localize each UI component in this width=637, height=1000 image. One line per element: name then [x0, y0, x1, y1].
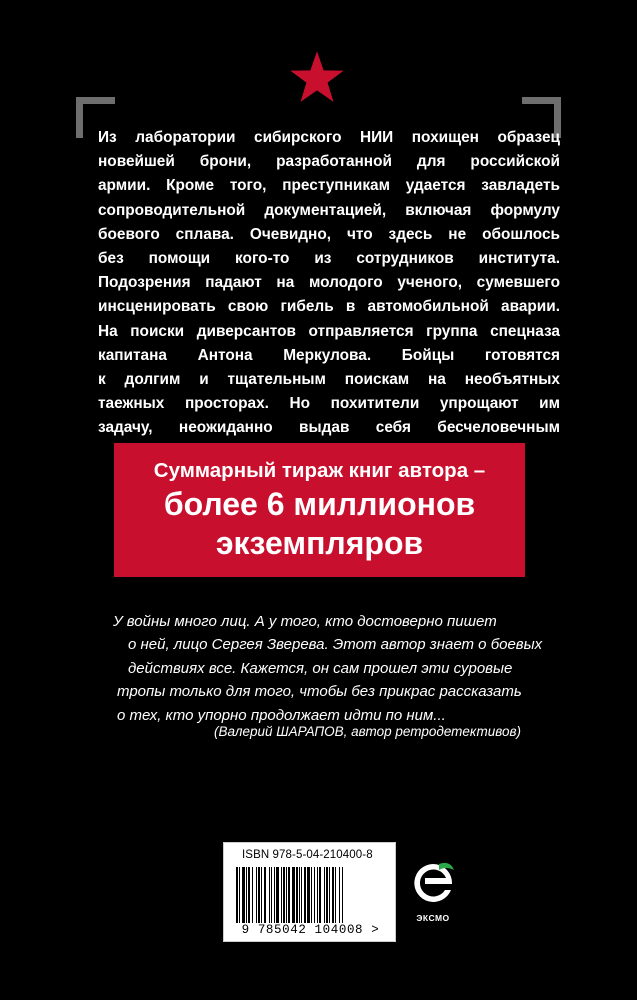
barcode-bar — [292, 867, 295, 923]
barcode-bar — [296, 867, 298, 923]
barcode-bar — [239, 867, 240, 923]
barcode-bar — [301, 867, 302, 923]
barcode-bar — [283, 867, 285, 923]
annotation-line: сопроводительной документацией, включая формулу — [98, 201, 560, 219]
barcode-bar — [311, 867, 312, 923]
barcode-bar — [317, 867, 318, 923]
annotation-line: боевого сплава. Очевидно, что здесь не обошлось — [98, 225, 560, 243]
quote-line: о ней, лицо Сергея Зверева. Этот автор знает о боевых — [128, 636, 543, 654]
barcode-bar — [261, 867, 262, 923]
barcode-bars — [236, 867, 383, 923]
quote-attribution: (Валерий ШАРАПОВ, автор ретродетективов) — [214, 724, 522, 739]
barcode-bar — [274, 867, 275, 923]
barcode-bar — [252, 867, 253, 923]
barcode-bar — [329, 867, 330, 923]
banner-line-1: Суммарный тираж книг автора – — [153, 459, 486, 482]
banner-line-3: экземпляров — [215, 525, 424, 561]
barcode-bar — [258, 867, 260, 923]
barcode-bar — [332, 867, 334, 923]
barcode-bar — [271, 867, 272, 923]
red-star-icon — [289, 50, 345, 104]
barcode-bar — [242, 867, 245, 923]
quote-line: тропы только для того, чтобы без прикрас рассказать — [117, 683, 522, 701]
barcode-bar — [248, 867, 250, 923]
annotation-line: к долгим и тщательным поискам на необъятных — [98, 371, 560, 389]
barcode-bar — [276, 867, 279, 923]
review-quote — [113, 610, 543, 727]
annotation-line: армии. Кроме того, преступникам удается завладеть — [98, 177, 560, 195]
annotation-line: инсценировать свою гибель в автомобильной аварии. — [98, 298, 560, 316]
barcode-bar — [236, 867, 238, 923]
barcode-digits: 9 785042 104008 > — [241, 923, 380, 937]
annotation-line: новейшей брони, разработанной для российской — [98, 153, 560, 171]
quote-line: о тех, кто упорно продолжает идти по ним... — [117, 706, 446, 724]
barcode-bar — [326, 867, 328, 923]
barcode-bar — [314, 867, 315, 923]
barcode-bar — [324, 867, 325, 923]
barcode-bar — [256, 867, 257, 923]
barcode-bar — [286, 867, 287, 923]
annotation-line: капитана Антона Меркулова. Бойцы готовятся — [98, 346, 560, 364]
eksmo-logo-icon — [408, 858, 458, 910]
annotation-line: На поиски диверсантов отправляется группа спецназа — [98, 322, 560, 340]
isbn-text: ISBN 978-5-04-210400-8 — [242, 849, 373, 861]
isbn-barcode — [223, 842, 396, 942]
barcode-bar — [299, 867, 300, 923]
quote-line: действиях все. Кажется, он сам прошел эти суровые — [128, 659, 513, 677]
barcode-bar — [335, 867, 336, 923]
book-annotation — [98, 126, 560, 465]
barcode-bar — [264, 867, 266, 923]
annotation-line: Подозрения падают на молодого ученого, сумевшего — [98, 274, 560, 292]
banner-line-2: более 6 миллионов — [163, 486, 476, 522]
barcode-bar — [269, 867, 270, 923]
barcode-bar — [288, 867, 290, 923]
annotation-line: без помощи кого-то из сотрудников института. — [98, 250, 560, 268]
circulation-banner — [114, 443, 525, 577]
publisher-name: ЭКСМО — [416, 913, 450, 923]
barcode-bar — [304, 867, 306, 923]
barcode-bar — [307, 867, 310, 923]
quote-line: У войны много лиц. А у того, кто достоверно пишет — [113, 613, 497, 630]
annotation-line: таежных просторах. Но похитители упрощают им — [98, 395, 560, 413]
barcode-bar — [319, 867, 321, 923]
annotation-line: Из лаборатории сибирского НИИ похищен образец — [98, 129, 560, 146]
barcode-bar — [281, 867, 282, 923]
barcode-bar — [342, 867, 343, 923]
barcode-bar — [339, 867, 340, 923]
barcode-bar — [246, 867, 247, 923]
annotation-line: задачу, неожиданно выдав себя бесчеловечным — [98, 419, 560, 437]
